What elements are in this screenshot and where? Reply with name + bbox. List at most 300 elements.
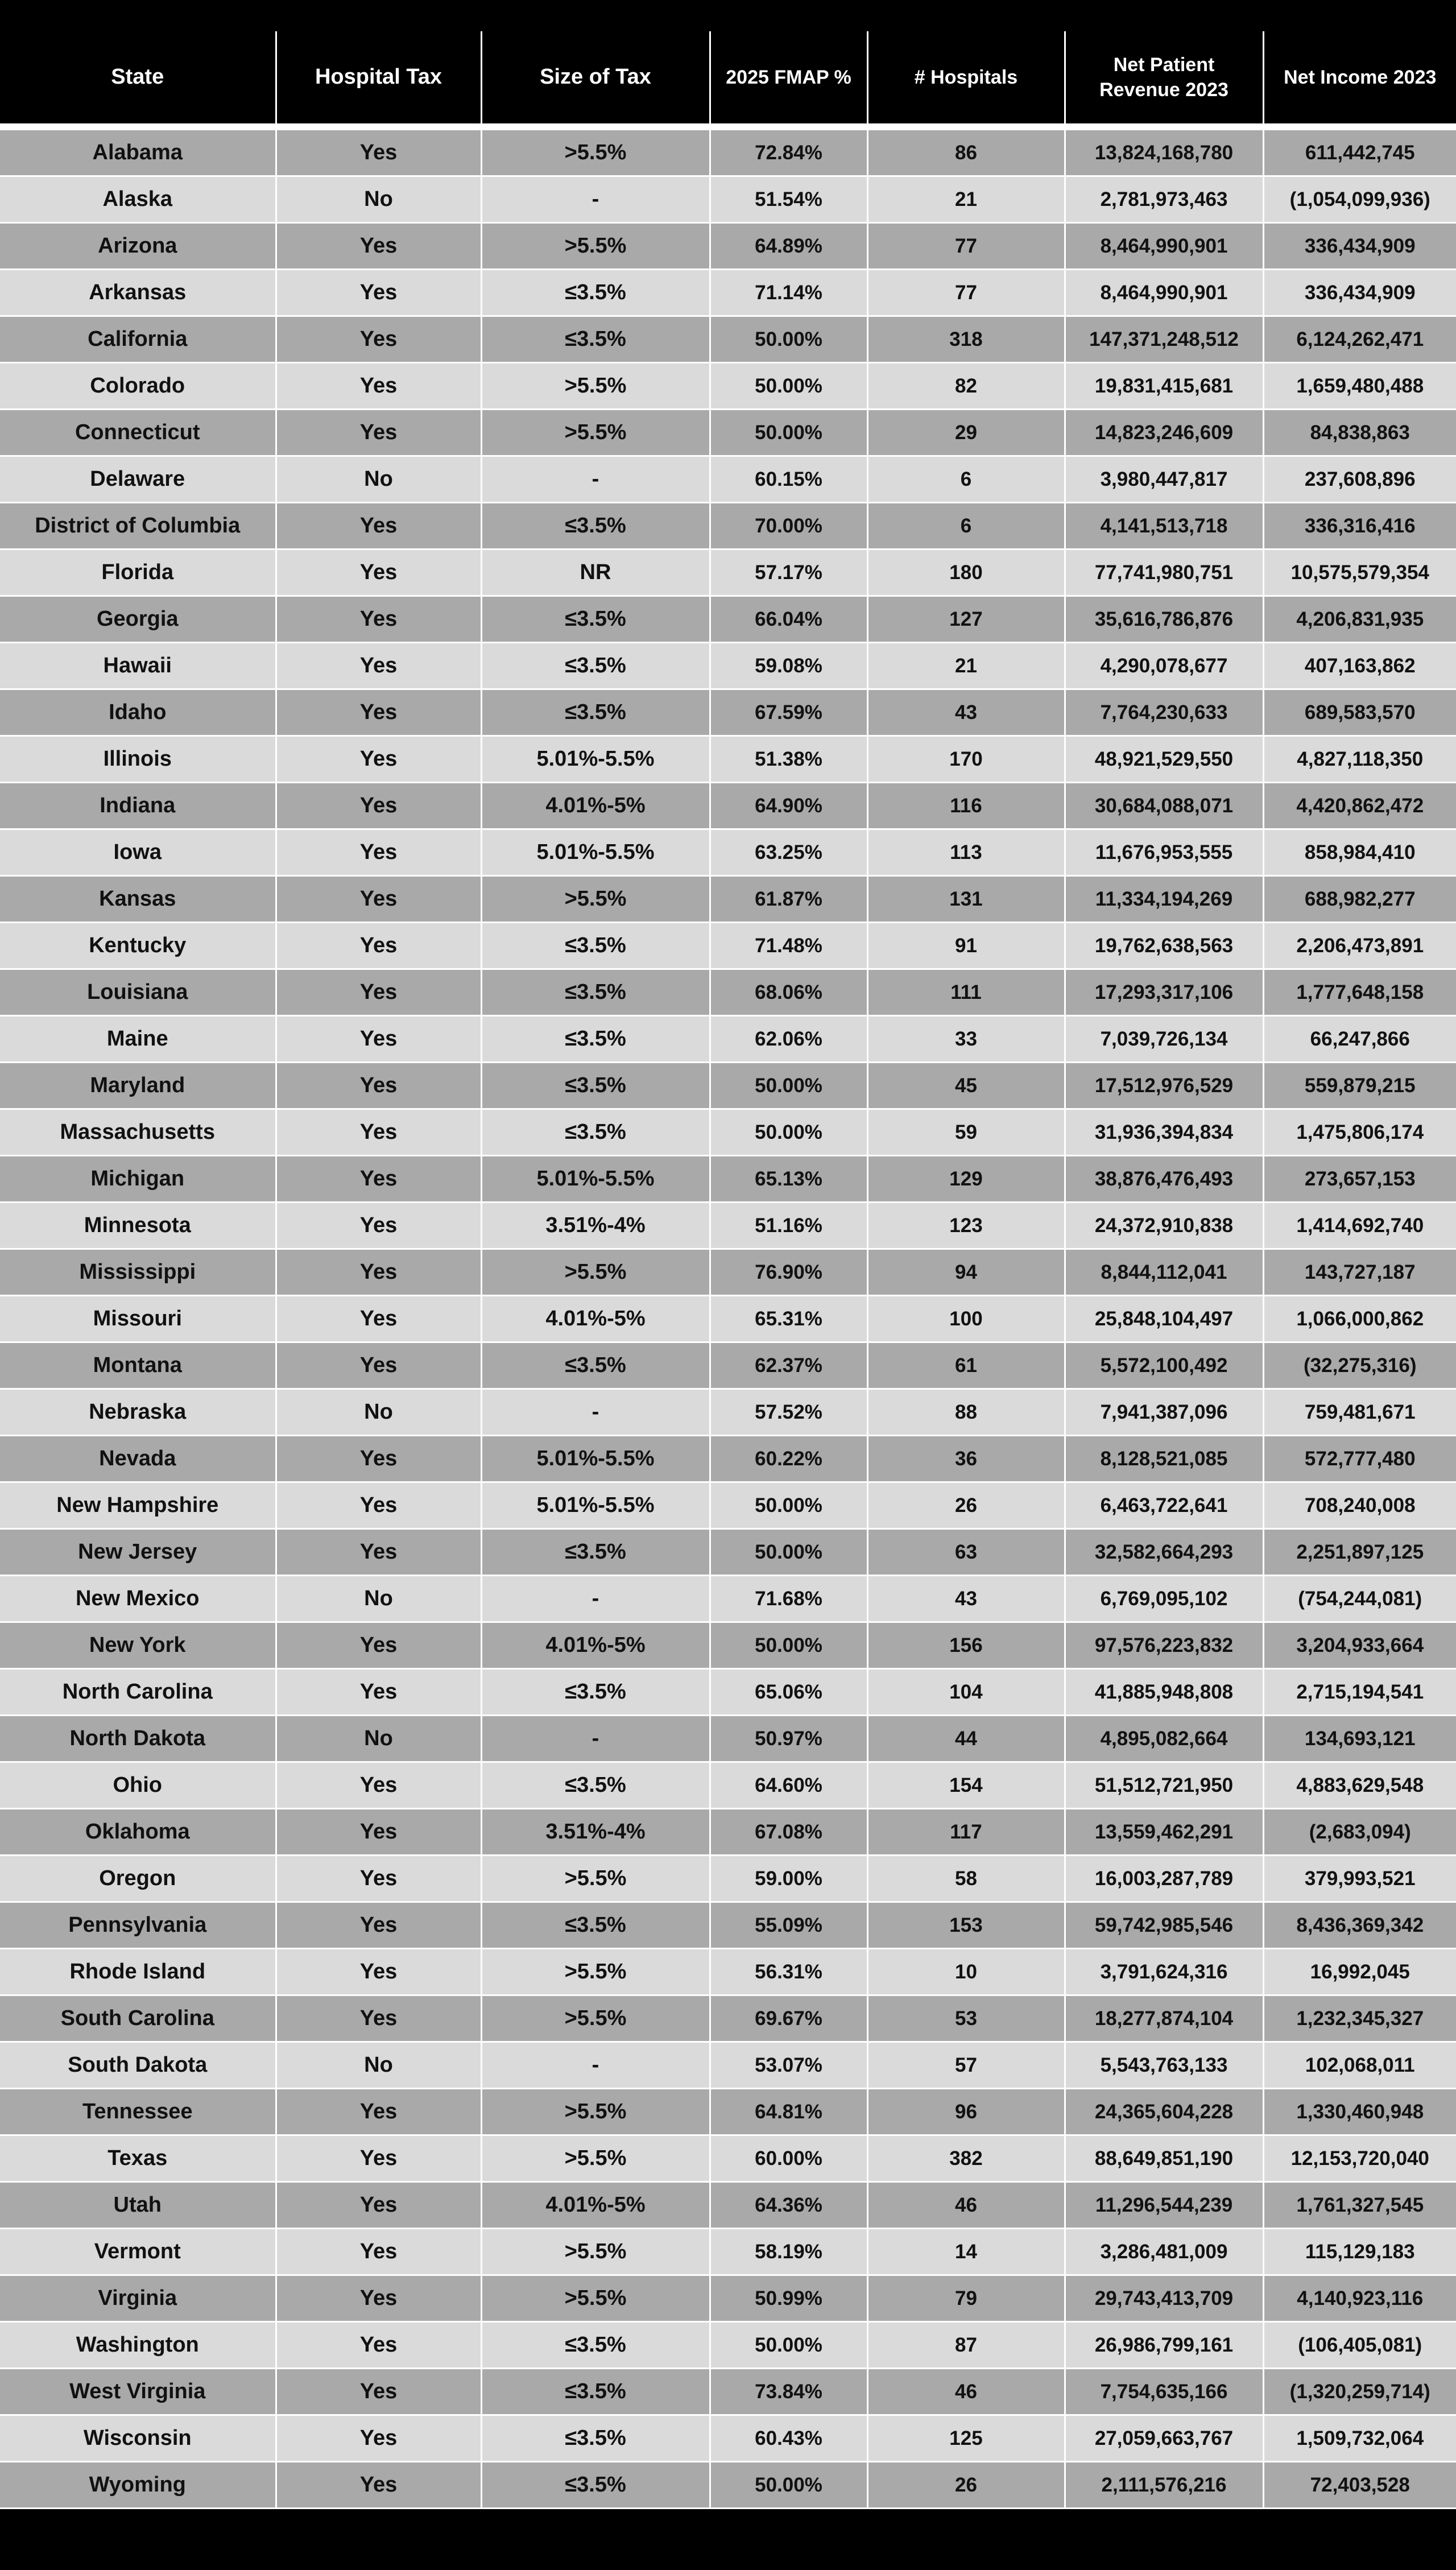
fmap-cell: 50.00% (710, 410, 867, 456)
size-of-tax-cell: >5.5% (481, 1249, 710, 1296)
net-income-cell: 102,068,011 (1263, 2042, 1456, 2089)
net-patient-revenue-cell: 51,512,721,950 (1065, 1762, 1263, 1809)
hospital-tax-cell: No (276, 176, 481, 223)
state-cell: Arkansas (0, 270, 276, 316)
hospital-tax-cell: Yes (276, 1156, 481, 1203)
net-income-cell: (1,054,099,936) (1263, 176, 1456, 223)
hospitals-cell: 131 (867, 876, 1065, 923)
table-row (0, 2415, 1456, 2462)
hospital-tax-cell: Yes (276, 1436, 481, 1482)
hospital-tax-cell: Yes (276, 596, 481, 643)
size-of-tax-cell: >5.5% (481, 2275, 710, 2322)
state-cell: Hawaii (0, 643, 276, 689)
fmap-cell: 50.00% (710, 2462, 867, 2509)
state-cell: Pennsylvania (0, 1902, 276, 1949)
net-income-cell: 379,993,521 (1263, 1856, 1456, 1902)
hospital-tax-cell: Yes (276, 1902, 481, 1949)
net-income-cell: (1,320,259,714) (1263, 2369, 1456, 2415)
state-cell: Connecticut (0, 410, 276, 456)
state-cell: New York (0, 1622, 276, 1669)
net-income-cell: 1,330,460,948 (1263, 2089, 1456, 2135)
size-of-tax-cell: ≤3.5% (481, 596, 710, 643)
hospital-tax-cell: Yes (276, 503, 481, 549)
hospital-tax-cell: Yes (276, 2182, 481, 2229)
net-patient-revenue-cell: 24,365,604,228 (1065, 2089, 1263, 2135)
table-row (0, 1249, 1456, 1296)
table-row (0, 1063, 1456, 1109)
net-income-cell: 3,204,933,664 (1263, 1622, 1456, 1669)
hospitals-cell: 82 (867, 363, 1065, 410)
fmap-cell: 55.09% (710, 1902, 867, 1949)
fmap-cell: 66.04% (710, 596, 867, 643)
hospitals-cell: 63 (867, 1529, 1065, 1576)
net-income-cell: 10,575,579,354 (1263, 549, 1456, 596)
net-patient-revenue-cell: 17,512,976,529 (1065, 1063, 1263, 1109)
hospitals-cell: 46 (867, 2369, 1065, 2415)
hospitals-cell: 59 (867, 1109, 1065, 1156)
net-patient-revenue-cell: 6,463,722,641 (1065, 1482, 1263, 1529)
table-row (0, 1762, 1456, 1809)
hospitals-cell: 111 (867, 969, 1065, 1016)
table-row (0, 1156, 1456, 1203)
hospital-tax-cell: Yes (276, 316, 481, 363)
size-of-tax-cell: ≤3.5% (481, 2322, 710, 2369)
table-row (0, 1669, 1456, 1716)
hospitals-cell: 156 (867, 1622, 1065, 1669)
hospitals-cell: 113 (867, 829, 1065, 876)
state-cell: Louisiana (0, 969, 276, 1016)
table-row (0, 176, 1456, 223)
net-patient-revenue-cell: 2,781,973,463 (1065, 176, 1263, 223)
state-cell: Alaska (0, 176, 276, 223)
hospitals-cell: 77 (867, 270, 1065, 316)
hospitals-cell: 6 (867, 503, 1065, 549)
fmap-cell: 71.68% (710, 1576, 867, 1622)
state-cell: Nevada (0, 1436, 276, 1482)
net-income-cell: 1,777,648,158 (1263, 969, 1456, 1016)
hospital-tax-cell: Yes (276, 1949, 481, 1995)
net-income-cell: 2,206,473,891 (1263, 923, 1456, 969)
net-patient-revenue-cell: 48,921,529,550 (1065, 736, 1263, 783)
hospitals-cell: 26 (867, 1482, 1065, 1529)
net-income-cell: 6,124,262,471 (1263, 316, 1456, 363)
hospitals-cell: 58 (867, 1856, 1065, 1902)
fmap-cell: 65.31% (710, 1296, 867, 1342)
hospitals-cell: 86 (867, 127, 1065, 176)
state-cell: Idaho (0, 689, 276, 736)
fmap-cell: 70.00% (710, 503, 867, 549)
state-cell: Michigan (0, 1156, 276, 1203)
size-of-tax-cell: ≤3.5% (481, 1902, 710, 1949)
state-cell: New Mexico (0, 1576, 276, 1622)
hospitals-cell: 87 (867, 2322, 1065, 2369)
net-patient-revenue-cell: 3,980,447,817 (1065, 456, 1263, 503)
hospital-tax-cell: Yes (276, 1296, 481, 1342)
table-row (0, 829, 1456, 876)
fmap-cell: 67.59% (710, 689, 867, 736)
hospitals-cell: 33 (867, 1016, 1065, 1063)
size-of-tax-cell: ≤3.5% (481, 1529, 710, 1576)
state-cell: Iowa (0, 829, 276, 876)
size-of-tax-cell: >5.5% (481, 1995, 710, 2042)
table-row (0, 316, 1456, 363)
hospitals-cell: 6 (867, 456, 1065, 503)
hospital-tax-cell: No (276, 2042, 481, 2089)
fmap-cell: 51.54% (710, 176, 867, 223)
fmap-cell: 50.00% (710, 1482, 867, 1529)
hospital-tax-cell: Yes (276, 969, 481, 1016)
hospitals-cell: 79 (867, 2275, 1065, 2322)
state-cell: Indiana (0, 783, 276, 829)
hospitals-cell: 10 (867, 1949, 1065, 1995)
fmap-cell: 71.48% (710, 923, 867, 969)
table-row (0, 1809, 1456, 1856)
size-of-tax-cell: - (481, 1389, 710, 1436)
hospital-tax-cell: Yes (276, 1016, 481, 1063)
size-of-tax-cell: 4.01%-5% (481, 1622, 710, 1669)
net-patient-revenue-cell: 11,334,194,269 (1065, 876, 1263, 923)
hospitals-cell: 153 (867, 1902, 1065, 1949)
size-of-tax-cell: >5.5% (481, 2135, 710, 2182)
net-income-cell: 8,436,369,342 (1263, 1902, 1456, 1949)
hospitals-cell: 100 (867, 1296, 1065, 1342)
state-cell: Arizona (0, 223, 276, 270)
net-patient-revenue-cell: 8,464,990,901 (1065, 270, 1263, 316)
hospital-tax-cell: Yes (276, 2462, 481, 2509)
net-patient-revenue-cell: 26,986,799,161 (1065, 2322, 1263, 2369)
state-cell: Massachusetts (0, 1109, 276, 1156)
size-of-tax-cell: >5.5% (481, 1856, 710, 1902)
hospital-tax-cell: Yes (276, 1809, 481, 1856)
hospital-tax-cell: Yes (276, 643, 481, 689)
hospital-tax-cell: Yes (276, 736, 481, 783)
hospitals-cell: 91 (867, 923, 1065, 969)
net-patient-revenue-cell: 4,141,513,718 (1065, 503, 1263, 549)
size-of-tax-cell: >5.5% (481, 410, 710, 456)
size-of-tax-cell: >5.5% (481, 2089, 710, 2135)
size-of-tax-cell: >5.5% (481, 223, 710, 270)
table-row (0, 1296, 1456, 1342)
state-cell: Oregon (0, 1856, 276, 1902)
table-row (0, 2462, 1456, 2509)
net-patient-revenue-cell: 59,742,985,546 (1065, 1902, 1263, 1949)
fmap-cell: 60.22% (710, 1436, 867, 1482)
fmap-cell: 64.60% (710, 1762, 867, 1809)
hospital-tax-cell: Yes (276, 1762, 481, 1809)
hospitals-cell: 21 (867, 643, 1065, 689)
table-row (0, 736, 1456, 783)
size-of-tax-cell: ≤3.5% (481, 2462, 710, 2509)
table-row (0, 1482, 1456, 1529)
hospitals-cell: 21 (867, 176, 1065, 223)
fmap-cell: 73.84% (710, 2369, 867, 2415)
table-row (0, 1716, 1456, 1762)
net-income-cell: 1,761,327,545 (1263, 2182, 1456, 2229)
net-income-cell: 4,827,118,350 (1263, 736, 1456, 783)
table-row (0, 1902, 1456, 1949)
fmap-cell: 65.13% (710, 1156, 867, 1203)
hospital-tax-table (0, 31, 1456, 2509)
net-income-cell: 16,992,045 (1263, 1949, 1456, 1995)
hospital-tax-cell: Yes (276, 1856, 481, 1902)
hospital-tax-cell: Yes (276, 2135, 481, 2182)
net-patient-revenue-cell: 24,372,910,838 (1065, 1203, 1263, 1249)
net-income-cell: 336,316,416 (1263, 503, 1456, 549)
table-row (0, 2182, 1456, 2229)
net-patient-revenue-cell: 4,895,082,664 (1065, 1716, 1263, 1762)
size-of-tax-cell: ≤3.5% (481, 1669, 710, 1716)
net-patient-revenue-cell: 32,582,664,293 (1065, 1529, 1263, 1576)
net-patient-revenue-cell: 17,293,317,106 (1065, 969, 1263, 1016)
size-of-tax-cell: ≤3.5% (481, 1063, 710, 1109)
size-of-tax-cell: 4.01%-5% (481, 783, 710, 829)
table-row (0, 1949, 1456, 1995)
net-income-cell: 115,129,183 (1263, 2229, 1456, 2275)
net-patient-revenue-cell: 19,831,415,681 (1065, 363, 1263, 410)
net-income-cell: 1,475,806,174 (1263, 1109, 1456, 1156)
hospital-tax-cell: Yes (276, 2369, 481, 2415)
table-row (0, 223, 1456, 270)
fmap-cell: 50.00% (710, 2322, 867, 2369)
fmap-cell: 50.00% (710, 316, 867, 363)
net-patient-revenue-cell: 11,676,953,555 (1065, 829, 1263, 876)
state-cell: North Carolina (0, 1669, 276, 1716)
net-patient-revenue-cell: 7,764,230,633 (1065, 689, 1263, 736)
table-row (0, 456, 1456, 503)
table-row (0, 1529, 1456, 1576)
net-patient-revenue-cell: 3,791,624,316 (1065, 1949, 1263, 1995)
hospitals-cell: 29 (867, 410, 1065, 456)
net-income-cell: (754,244,081) (1263, 1576, 1456, 1622)
hospitals-cell: 77 (867, 223, 1065, 270)
state-cell: Missouri (0, 1296, 276, 1342)
size-of-tax-cell: - (481, 456, 710, 503)
hospitals-cell: 45 (867, 1063, 1065, 1109)
header-hospitals: # Hospitals (867, 31, 1065, 127)
net-patient-revenue-cell: 3,286,481,009 (1065, 2229, 1263, 2275)
table-row (0, 1622, 1456, 1669)
net-patient-revenue-cell: 14,823,246,609 (1065, 410, 1263, 456)
hospital-tax-cell: Yes (276, 2415, 481, 2462)
size-of-tax-cell: >5.5% (481, 1949, 710, 1995)
net-income-cell: 336,434,909 (1263, 223, 1456, 270)
state-cell: California (0, 316, 276, 363)
fmap-cell: 64.36% (710, 2182, 867, 2229)
size-of-tax-cell: >5.5% (481, 2229, 710, 2275)
fmap-cell: 50.99% (710, 2275, 867, 2322)
hospital-tax-cell: Yes (276, 2275, 481, 2322)
state-cell: Minnesota (0, 1203, 276, 1249)
hospitals-cell: 46 (867, 2182, 1065, 2229)
fmap-cell: 50.00% (710, 1622, 867, 1669)
hospital-tax-cell: No (276, 1576, 481, 1622)
table-row (0, 643, 1456, 689)
header-state: State (0, 31, 276, 127)
net-patient-revenue-cell: 97,576,223,832 (1065, 1622, 1263, 1669)
net-income-cell: 1,659,480,488 (1263, 363, 1456, 410)
hospitals-cell: 36 (867, 1436, 1065, 1482)
hospital-tax-cell: Yes (276, 270, 481, 316)
state-cell: New Jersey (0, 1529, 276, 1576)
net-patient-revenue-cell: 147,371,248,512 (1065, 316, 1263, 363)
size-of-tax-cell: ≤3.5% (481, 316, 710, 363)
table-row (0, 410, 1456, 456)
hospitals-cell: 14 (867, 2229, 1065, 2275)
fmap-cell: 72.84% (710, 127, 867, 176)
hospital-tax-cell: Yes (276, 2322, 481, 2369)
header-hospital-tax: Hospital Tax (276, 31, 481, 127)
net-income-cell: 4,206,831,935 (1263, 596, 1456, 643)
net-patient-revenue-cell: 5,543,763,133 (1065, 2042, 1263, 2089)
fmap-cell: 64.89% (710, 223, 867, 270)
table-row (0, 596, 1456, 643)
fmap-cell: 71.14% (710, 270, 867, 316)
hospital-tax-cell: Yes (276, 1342, 481, 1389)
size-of-tax-cell: ≤3.5% (481, 923, 710, 969)
state-cell: Montana (0, 1342, 276, 1389)
net-patient-revenue-cell: 77,741,980,751 (1065, 549, 1263, 596)
fmap-cell: 65.06% (710, 1669, 867, 1716)
hospital-tax-cell: Yes (276, 549, 481, 596)
hospitals-cell: 61 (867, 1342, 1065, 1389)
hospitals-cell: 123 (867, 1203, 1065, 1249)
header-size-of-tax: Size of Tax (481, 31, 710, 127)
fmap-cell: 64.90% (710, 783, 867, 829)
net-income-cell: 2,715,194,541 (1263, 1669, 1456, 1716)
net-income-cell: (32,275,316) (1263, 1342, 1456, 1389)
state-cell: Georgia (0, 596, 276, 643)
fmap-cell: 57.17% (710, 549, 867, 596)
state-cell: Vermont (0, 2229, 276, 2275)
table-row (0, 2275, 1456, 2322)
table-row (0, 363, 1456, 410)
net-patient-revenue-cell: 38,876,476,493 (1065, 1156, 1263, 1203)
header-net-income: Net Income 2023 (1263, 31, 1456, 127)
hospital-tax-cell: Yes (276, 127, 481, 176)
net-income-cell: 572,777,480 (1263, 1436, 1456, 1482)
hospital-tax-cell: Yes (276, 1063, 481, 1109)
fmap-cell: 60.15% (710, 456, 867, 503)
hospitals-cell: 53 (867, 1995, 1065, 2042)
hospital-tax-cell: Yes (276, 1622, 481, 1669)
net-income-cell: 4,140,923,116 (1263, 2275, 1456, 2322)
net-income-cell: 407,163,862 (1263, 643, 1456, 689)
hospitals-cell: 117 (867, 1809, 1065, 1856)
net-patient-revenue-cell: 7,039,726,134 (1065, 1016, 1263, 1063)
fmap-cell: 50.00% (710, 1109, 867, 1156)
size-of-tax-cell: 3.51%-4% (481, 1809, 710, 1856)
fmap-cell: 61.87% (710, 876, 867, 923)
hospitals-cell: 96 (867, 2089, 1065, 2135)
fmap-cell: 51.16% (710, 1203, 867, 1249)
hospital-tax-cell: Yes (276, 1249, 481, 1296)
size-of-tax-cell: ≤3.5% (481, 1762, 710, 1809)
net-patient-revenue-cell: 18,277,874,104 (1065, 1995, 1263, 2042)
fmap-cell: 59.00% (710, 1856, 867, 1902)
state-cell: Alabama (0, 127, 276, 176)
hospitals-cell: 129 (867, 1156, 1065, 1203)
size-of-tax-cell: ≤3.5% (481, 1109, 710, 1156)
size-of-tax-cell: ≤3.5% (481, 2369, 710, 2415)
fmap-cell: 58.19% (710, 2229, 867, 2275)
state-cell: South Carolina (0, 1995, 276, 2042)
state-cell: Illinois (0, 736, 276, 783)
net-patient-revenue-cell: 11,296,544,239 (1065, 2182, 1263, 2229)
state-cell: Wyoming (0, 2462, 276, 2509)
state-cell: Ohio (0, 1762, 276, 1809)
size-of-tax-cell: 4.01%-5% (481, 1296, 710, 1342)
fmap-cell: 68.06% (710, 969, 867, 1016)
table-row (0, 1109, 1456, 1156)
hospitals-cell: 94 (867, 1249, 1065, 1296)
state-cell: Maryland (0, 1063, 276, 1109)
net-income-cell: (106,405,081) (1263, 2322, 1456, 2369)
net-patient-revenue-cell: 16,003,287,789 (1065, 1856, 1263, 1902)
header-net-patient-revenue: Net Patient Revenue 2023 (1065, 31, 1263, 127)
state-cell: Maine (0, 1016, 276, 1063)
net-patient-revenue-cell: 8,128,521,085 (1065, 1436, 1263, 1482)
hospital-tax-cell: Yes (276, 1669, 481, 1716)
fmap-cell: 53.07% (710, 2042, 867, 2089)
net-income-cell: (2,683,094) (1263, 1809, 1456, 1856)
hospitals-cell: 26 (867, 2462, 1065, 2509)
size-of-tax-cell: ≤3.5% (481, 270, 710, 316)
size-of-tax-cell: 5.01%-5.5% (481, 736, 710, 783)
table-row (0, 2369, 1456, 2415)
table-row (0, 503, 1456, 549)
state-cell: Utah (0, 2182, 276, 2229)
size-of-tax-cell: >5.5% (481, 363, 710, 410)
hospitals-cell: 116 (867, 783, 1065, 829)
net-patient-revenue-cell: 7,754,635,166 (1065, 2369, 1263, 2415)
net-patient-revenue-cell: 29,743,413,709 (1065, 2275, 1263, 2322)
fmap-cell: 62.06% (710, 1016, 867, 1063)
state-cell: Virginia (0, 2275, 276, 2322)
table-row (0, 2135, 1456, 2182)
fmap-cell: 50.97% (710, 1716, 867, 1762)
hospital-tax-cell: Yes (276, 1109, 481, 1156)
state-cell: District of Columbia (0, 503, 276, 549)
size-of-tax-cell: - (481, 176, 710, 223)
net-income-cell: 759,481,671 (1263, 1389, 1456, 1436)
size-of-tax-cell: ≤3.5% (481, 1016, 710, 1063)
fmap-cell: 63.25% (710, 829, 867, 876)
table-row (0, 1016, 1456, 1063)
net-income-cell: 708,240,008 (1263, 1482, 1456, 1529)
state-cell: Mississippi (0, 1249, 276, 1296)
hospital-tax-cell: No (276, 1716, 481, 1762)
hospitals-cell: 104 (867, 1669, 1065, 1716)
size-of-tax-cell: ≤3.5% (481, 689, 710, 736)
size-of-tax-cell: - (481, 1716, 710, 1762)
net-patient-revenue-cell: 25,848,104,497 (1065, 1296, 1263, 1342)
size-of-tax-cell: ≤3.5% (481, 2415, 710, 2462)
fmap-cell: 60.00% (710, 2135, 867, 2182)
size-of-tax-cell: - (481, 2042, 710, 2089)
header-row (0, 31, 1456, 127)
net-income-cell: 66,247,866 (1263, 1016, 1456, 1063)
table-row (0, 876, 1456, 923)
hospital-tax-cell: No (276, 1389, 481, 1436)
net-patient-revenue-cell: 35,616,786,876 (1065, 596, 1263, 643)
fmap-cell: 67.08% (710, 1809, 867, 1856)
hospital-tax-cell: Yes (276, 2229, 481, 2275)
table-row (0, 969, 1456, 1016)
fmap-cell: 59.08% (710, 643, 867, 689)
size-of-tax-cell: - (481, 1576, 710, 1622)
net-income-cell: 1,232,345,327 (1263, 1995, 1456, 2042)
hospital-tax-cell: Yes (276, 363, 481, 410)
